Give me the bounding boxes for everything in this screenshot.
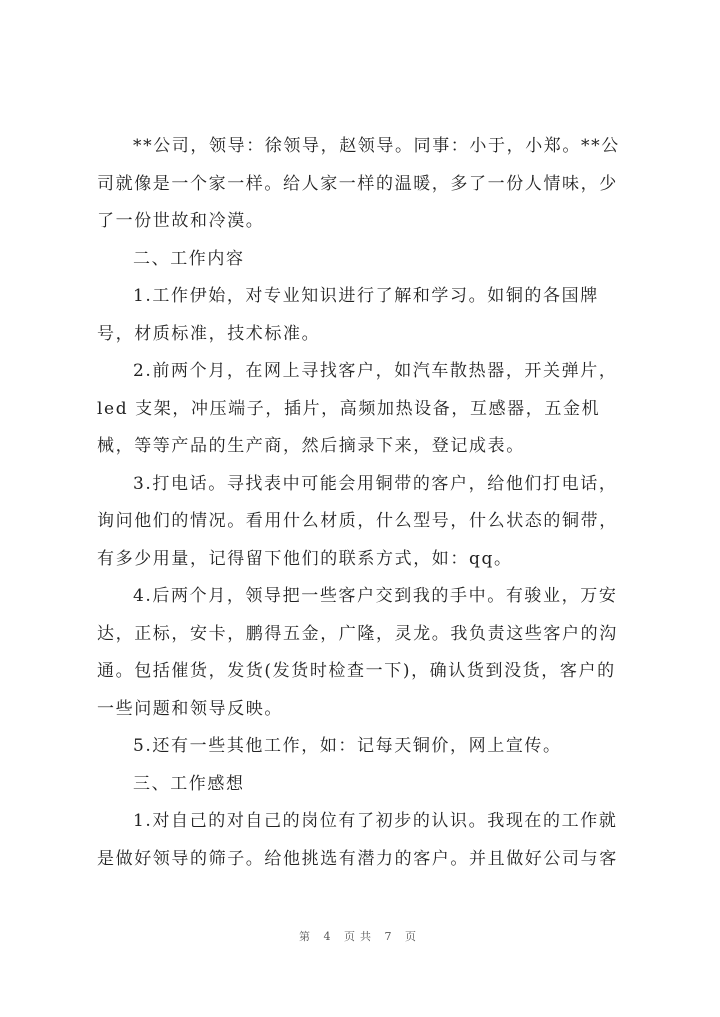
text-line: 一些问题和领导反映。 [97, 698, 283, 719]
text-line: 4.后两个月，领导把一些客户交到我的手中。有骏业，万安 [133, 586, 618, 606]
paragraph-item-4 [97, 578, 637, 728]
paragraph-item-3 [97, 466, 637, 579]
text-line: 达，正标，安卡，鹏得五金，广隆，灵龙。我负责这些客户的沟 [97, 623, 618, 644]
section-heading-work-content [97, 241, 637, 279]
text-line: led 支架，冲压端子，插片，高频加热设备，互感器，五金机 [97, 398, 601, 419]
text-line: 3.打电话。寻找表中可能会用铜带的客户，给他们打电话， [133, 473, 618, 494]
paragraph-item-5 [97, 728, 637, 766]
text-line: 1.对自己的对自己的岗位有了初步的认识。我现在的工作就 [133, 811, 618, 831]
document-body [97, 128, 637, 878]
text-line: 有多少用量，记得留下他们的联系方式，如：qq。 [97, 548, 513, 569]
text-line: 是做好领导的筛子。给他挑选有潜力的客户。并且做好公司与客 [97, 848, 618, 869]
text-line: 5.还有一些其他工作，如：记每天铜价，网上宣传。 [133, 736, 562, 756]
section-heading-work-reflections [97, 766, 637, 804]
paragraph-intro [97, 128, 637, 241]
heading-text: 三、工作感想 [133, 773, 245, 794]
text-line: 通。包括催货，发货(发货时检查一下)，确认货到没货，客户的 [97, 661, 616, 681]
text-line: 号，材质标准，技术标准。 [97, 323, 321, 344]
text-line: 询问他们的情况。看用什么材质，什么型号，什么状态的铜带， [97, 511, 618, 531]
text-line: 2.前两个月，在网上寻找客户，如汽车散热器，开关弹片， [133, 361, 618, 381]
paragraph-item-1 [97, 278, 637, 353]
text-line: 械，等等产品的生产商，然后摘录下来，登记成表。 [97, 436, 525, 456]
text-line: 了一份世故和冷漠。 [97, 211, 265, 231]
heading-text: 二、工作内容 [133, 248, 245, 269]
paragraph-item-2 [97, 353, 637, 466]
paragraph-reflection-1 [97, 803, 637, 878]
text-line: 1.工作伊始，对专业知识进行了解和学习。如铜的各国牌 [133, 286, 599, 306]
text-line: 司就像是一个家一样。给人家一样的温暖，多了一份人情味，少 [97, 173, 618, 194]
page-number-footer: 第 4 页共 7 页 [299, 930, 421, 943]
text-line: **公司，领导：徐领导，赵领导。同事：小于，小郑。**公 [133, 136, 620, 156]
